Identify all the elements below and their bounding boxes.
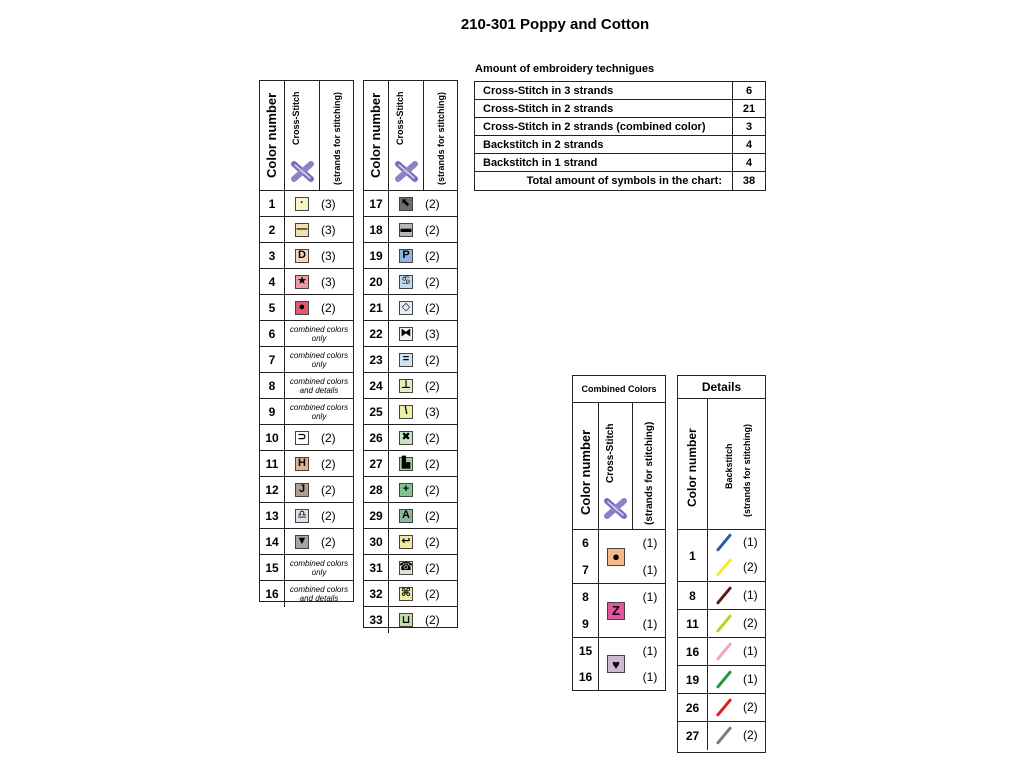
technique-label: Backstitch in 2 strands	[475, 136, 733, 153]
color-number-header: Color number	[368, 92, 383, 178]
combined-colors-note: combined colors only	[289, 558, 349, 577]
symbol-key-table-2	[363, 80, 458, 628]
strand-count: (2)	[321, 300, 336, 315]
symbol-cell	[389, 295, 457, 320]
stitch-symbol: D	[295, 249, 309, 263]
stitch-symbol: P	[399, 249, 413, 263]
color-number: 1	[678, 530, 708, 581]
technique-value: 6	[745, 84, 753, 97]
color-number: 10	[260, 425, 285, 450]
stitch-symbol: H	[295, 457, 309, 471]
strands-header: (strands for stitching)	[741, 423, 752, 517]
table-row	[364, 607, 457, 633]
technique-label: Backstitch in 1 strand	[475, 154, 733, 171]
stitch-symbol: ⊥	[400, 379, 412, 391]
stitch-symbol: ↩	[399, 535, 413, 549]
color-number: 29	[364, 503, 389, 528]
backstitch-line-icon	[716, 698, 732, 717]
strand-column	[633, 530, 667, 583]
symbol-cell	[285, 503, 353, 528]
stitch-symbol: ♎	[295, 509, 309, 523]
strand-count: (2)	[743, 615, 758, 630]
combined-colors-note: combined colors and details	[289, 585, 349, 603]
strand-count: (2)	[743, 560, 758, 575]
table-row	[260, 321, 353, 347]
table-row	[260, 477, 353, 503]
symbol-cell	[389, 529, 457, 554]
symbol-cell	[285, 321, 353, 346]
backstitch-item	[708, 557, 765, 579]
technique-label: Cross-Stitch in 2 strands	[475, 100, 733, 117]
color-number: 16	[260, 581, 285, 607]
table-row	[364, 399, 457, 425]
color-number: 7	[582, 562, 589, 577]
combined-colors-table	[572, 375, 666, 691]
symbol-cell	[389, 243, 457, 268]
strand-count: (2)	[425, 613, 440, 627]
table-row	[260, 191, 353, 217]
stitch-symbol: ⊃	[295, 431, 309, 445]
table-row	[364, 477, 457, 503]
color-number: 9	[260, 399, 285, 424]
backstitch-cell	[708, 722, 765, 750]
stitch-symbol: ●	[295, 301, 309, 315]
strand-count: (2)	[425, 534, 440, 549]
backstitch-line-icon	[716, 670, 732, 689]
symbol-cell	[285, 191, 353, 216]
details-row	[678, 722, 765, 750]
color-number: 19	[678, 666, 708, 693]
backstitch-cell	[708, 694, 765, 721]
stitch-symbol: J	[295, 483, 309, 497]
details-row	[678, 694, 765, 722]
color-number: 2	[260, 217, 285, 242]
strand-count: (1)	[743, 643, 758, 658]
color-number: 16	[678, 638, 708, 665]
page-title: 210-301 Poppy and Cotton	[460, 16, 650, 33]
color-number: 18	[364, 217, 389, 242]
table-row	[364, 191, 457, 217]
color-number: 8	[260, 373, 285, 398]
technique-row	[475, 100, 765, 118]
stitch-symbol: ⊔	[399, 613, 413, 627]
strands-header: (strands for stitching)	[435, 91, 446, 185]
backstitch-item	[708, 532, 765, 554]
backstitch-cell	[708, 530, 765, 581]
strand-count: (1)	[642, 562, 658, 577]
backstitch-line-icon	[716, 533, 732, 552]
details-row	[678, 666, 765, 694]
combined-group	[573, 584, 665, 638]
color-number: 11	[260, 451, 285, 476]
symbol-cell	[285, 425, 353, 450]
color-number: 8	[582, 590, 589, 605]
color-number-header: Color number	[264, 92, 279, 178]
symbol-cell	[389, 555, 457, 580]
combined-group	[573, 530, 665, 584]
color-number: 30	[364, 529, 389, 554]
table-row	[260, 555, 353, 581]
stitch-symbol: ⌘	[400, 587, 412, 599]
table-row	[364, 321, 457, 347]
details-row	[678, 582, 765, 610]
table-row	[364, 451, 457, 477]
symbol-cell	[389, 607, 457, 633]
backstitch-line-icon	[716, 642, 732, 661]
stitch-symbol: ☎	[399, 561, 413, 573]
color-number: 28	[364, 477, 389, 502]
backstitch-item	[708, 697, 765, 719]
stitch-symbol: ✖	[399, 431, 413, 445]
cross-stitch-icon	[604, 498, 627, 524]
strand-count: (3)	[321, 196, 336, 211]
color-number: 27	[364, 451, 389, 476]
color-number: 31	[364, 555, 389, 580]
color-number: 6	[260, 321, 285, 346]
strand-column	[633, 584, 667, 637]
stitch-symbol: ◇	[399, 301, 413, 315]
table-row	[364, 373, 457, 399]
color-number: 11	[678, 610, 708, 637]
color-number: 8	[678, 582, 708, 609]
table-row	[364, 269, 457, 295]
cross-stitch-icon	[291, 161, 314, 187]
backstitch-cell	[708, 638, 765, 665]
strand-count: (1)	[642, 670, 658, 684]
color-number: 24	[364, 373, 389, 398]
details-row	[678, 530, 765, 582]
strand-count: (2)	[321, 508, 336, 523]
strand-count: (2)	[743, 728, 758, 742]
strand-count: (2)	[743, 699, 758, 714]
strand-count: (2)	[425, 222, 440, 237]
table-row	[260, 217, 353, 243]
color-number: 32	[364, 581, 389, 606]
strand-count: (2)	[425, 456, 440, 471]
color-number: 1	[260, 191, 285, 216]
symbol-key-header	[364, 81, 457, 191]
combined-colors-header	[573, 403, 665, 530]
combined-colors-note: combined colors only	[289, 350, 349, 369]
symbol-cell	[285, 555, 353, 580]
backstitch-item	[708, 669, 765, 691]
symbol-cell	[285, 529, 353, 554]
backstitch-line-icon	[716, 726, 732, 745]
stitch-symbol: ♥	[607, 655, 625, 673]
stitch-symbol: ·	[295, 197, 309, 211]
table-row	[260, 581, 353, 607]
technique-label: Cross-Stitch in 2 strands (combined color)	[475, 118, 733, 135]
table-row	[364, 555, 457, 581]
strand-count: (3)	[321, 274, 336, 289]
strand-count: (2)	[321, 534, 336, 549]
color-number: 25	[364, 399, 389, 424]
strand-count: (2)	[425, 300, 440, 315]
technique-row	[475, 118, 765, 136]
strand-count: (2)	[425, 430, 440, 445]
symbol-cell	[285, 399, 353, 424]
stitch-symbol: Z	[607, 602, 625, 620]
stitch-symbol: A	[399, 509, 413, 523]
strand-count: (1)	[743, 587, 758, 602]
color-number: 26	[364, 425, 389, 450]
symbol-cell	[389, 321, 457, 346]
table-row	[260, 503, 353, 529]
table-row	[364, 529, 457, 555]
strand-count: (3)	[321, 222, 336, 237]
technique-value: 21	[742, 102, 756, 115]
color-number: 27	[678, 722, 708, 750]
symbol-key-header	[260, 81, 353, 191]
strand-count: (1)	[642, 644, 658, 658]
strand-count: (2)	[425, 508, 440, 523]
stitch-symbol: +	[399, 483, 413, 497]
strand-count: (2)	[321, 430, 336, 445]
stitch-symbol: —	[296, 223, 308, 235]
table-row	[260, 269, 353, 295]
technique-row	[475, 136, 765, 154]
symbol-cell	[599, 638, 633, 690]
technique-value: 4	[745, 138, 753, 151]
techniques-table	[474, 81, 766, 191]
technique-row	[475, 82, 765, 100]
stitch-symbol: ♋	[399, 275, 413, 289]
strand-count: (1)	[743, 671, 758, 686]
symbol-cell	[389, 451, 457, 476]
color-number: 3	[260, 243, 285, 268]
table-row	[364, 217, 457, 243]
color-number: 15	[578, 644, 593, 658]
backstitch-line-icon	[716, 586, 732, 605]
color-number: 21	[364, 295, 389, 320]
combined-colors-note: combined colors only	[289, 402, 349, 421]
symbol-cell	[285, 373, 353, 398]
table-row	[364, 425, 457, 451]
strand-count: (2)	[425, 352, 440, 367]
combined-colors-note: combined colors only	[289, 324, 349, 343]
backstitch-cell	[708, 666, 765, 693]
symbol-cell	[285, 581, 353, 607]
table-row	[260, 243, 353, 269]
strand-count: (2)	[425, 196, 440, 211]
color-number-pair	[573, 584, 599, 637]
combined-colors-title: Combined Colors	[573, 376, 665, 403]
stitch-symbol: ⧓	[400, 327, 412, 339]
color-number-header: Color number	[684, 428, 699, 507]
backstitch-cell	[708, 582, 765, 609]
technique-label: Cross-Stitch in 3 strands	[475, 82, 733, 99]
symbol-cell	[389, 477, 457, 502]
color-number: 16	[578, 670, 593, 684]
table-row	[260, 347, 353, 373]
strand-count: (2)	[321, 456, 336, 471]
strand-count: (2)	[425, 248, 440, 263]
strand-count: (1)	[642, 536, 658, 551]
cross-stitch-header: Cross-Stitch	[604, 423, 616, 483]
color-number-pair	[573, 638, 599, 690]
symbol-cell	[599, 584, 633, 637]
backstitch-item	[708, 613, 765, 635]
color-number: 17	[364, 191, 389, 216]
color-number: 33	[364, 607, 389, 633]
symbol-cell	[389, 373, 457, 398]
technique-value: 3	[745, 120, 753, 133]
strand-count: (3)	[321, 248, 336, 263]
symbol-cell	[285, 269, 353, 294]
color-number: 20	[364, 269, 389, 294]
symbol-cell	[389, 503, 457, 528]
color-number-pair	[573, 530, 599, 583]
symbol-cell	[389, 217, 457, 242]
stitch-symbol: ▙	[399, 457, 413, 471]
strand-count: (3)	[425, 326, 440, 341]
table-row	[364, 347, 457, 373]
stitch-symbol: ●	[607, 548, 625, 566]
table-row	[364, 581, 457, 607]
table-row	[364, 295, 457, 321]
strand-count: (1)	[642, 590, 658, 605]
color-number: 6	[582, 536, 589, 551]
stitch-symbol: =	[399, 353, 413, 367]
symbol-cell	[285, 295, 353, 320]
backstitch-line-icon	[716, 558, 732, 577]
cross-stitch-icon	[395, 161, 418, 187]
backstitch-item	[708, 585, 765, 607]
color-number: 26	[678, 694, 708, 721]
table-row	[364, 503, 457, 529]
table-row	[364, 243, 457, 269]
symbol-cell	[389, 191, 457, 216]
combined-colors-note: combined colors and details	[289, 376, 349, 395]
details-table	[677, 375, 766, 753]
symbol-key-table-1	[259, 80, 354, 602]
technique-total-label: Total amount of symbols in the chart:	[475, 172, 733, 190]
strand-count: (3)	[425, 404, 440, 419]
symbol-cell	[285, 451, 353, 476]
strand-count: (2)	[425, 482, 440, 497]
strand-count: (1)	[743, 534, 758, 549]
symbol-cell	[285, 477, 353, 502]
symbol-cell	[285, 243, 353, 268]
details-header	[678, 399, 765, 530]
cross-stitch-header: Cross-Stitch	[395, 91, 405, 145]
symbol-cell	[285, 347, 353, 372]
technique-value: 4	[745, 156, 753, 169]
table-row	[260, 529, 353, 555]
symbol-cell	[285, 217, 353, 242]
backstitch-item	[708, 725, 765, 747]
stitch-symbol: ⬉	[399, 197, 413, 211]
details-row	[678, 610, 765, 638]
strands-header: (strands for stitching)	[644, 421, 655, 525]
strand-count: (2)	[425, 560, 440, 575]
color-number: 12	[260, 477, 285, 502]
backstitch-item	[708, 641, 765, 663]
color-number: 22	[364, 321, 389, 346]
table-row	[260, 373, 353, 399]
symbol-cell	[599, 530, 633, 583]
details-title: Details	[678, 376, 765, 399]
techniques-title: Amount of embroidery technigues	[475, 63, 655, 75]
table-row	[260, 399, 353, 425]
backstitch-cell	[708, 610, 765, 637]
color-number: 14	[260, 529, 285, 554]
symbol-cell	[389, 425, 457, 450]
table-row	[260, 451, 353, 477]
symbol-cell	[389, 269, 457, 294]
color-number: 4	[260, 269, 285, 294]
symbol-cell	[389, 581, 457, 606]
technique-row	[475, 154, 765, 172]
cross-stitch-header: Cross-Stitch	[291, 91, 301, 145]
details-row	[678, 638, 765, 666]
stitch-symbol: ▬	[400, 223, 412, 235]
color-number-header: Color number	[577, 429, 593, 515]
color-number: 9	[582, 616, 589, 631]
table-row	[260, 425, 353, 451]
color-number: 7	[260, 347, 285, 372]
combined-group	[573, 638, 665, 690]
color-number: 5	[260, 295, 285, 320]
symbol-cell	[389, 399, 457, 424]
color-number: 15	[260, 555, 285, 580]
stitch-symbol: \	[399, 405, 413, 419]
symbol-cell	[389, 347, 457, 372]
stitch-symbol: ★	[295, 275, 309, 289]
color-number: 13	[260, 503, 285, 528]
color-number: 19	[364, 243, 389, 268]
strand-count: (2)	[321, 482, 336, 497]
strand-count: (2)	[425, 378, 440, 393]
strand-column	[633, 638, 667, 690]
backstitch-header: Backstitch	[723, 443, 734, 489]
strand-count: (1)	[642, 616, 658, 631]
technique-total-value: 38	[742, 175, 756, 187]
backstitch-line-icon	[716, 614, 732, 633]
color-number: 23	[364, 347, 389, 372]
table-row	[260, 295, 353, 321]
technique-row	[475, 172, 765, 190]
strand-count: (2)	[425, 274, 440, 289]
strands-header: (strands for stitching)	[331, 91, 342, 185]
stitch-symbol: ▼	[296, 535, 308, 547]
strand-count: (2)	[425, 586, 440, 601]
